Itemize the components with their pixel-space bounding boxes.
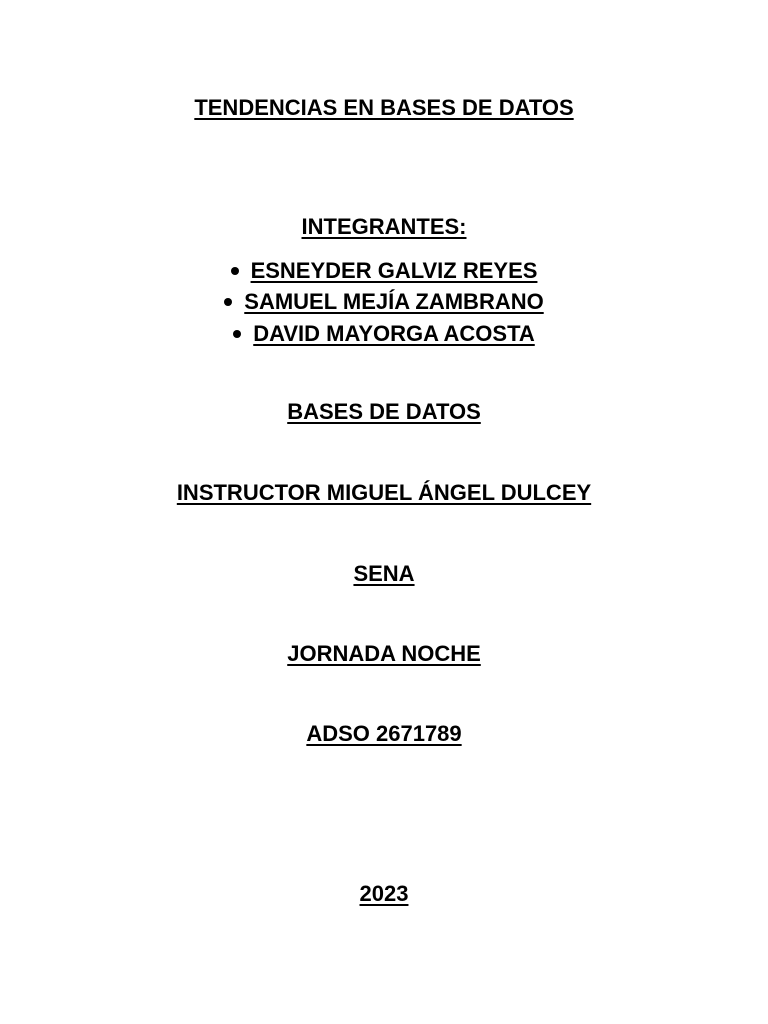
list-item [0,255,768,287]
member-name: DAVID MAYORGA ACOSTA [253,320,535,346]
list-item [0,318,768,350]
members-list [0,255,768,350]
program-code: ADSO 2671789 [306,721,462,746]
schedule-label: JORNADA NOCHE [287,641,481,666]
member-name: ESNEYDER GALVIZ REYES [250,257,538,283]
institution-name: SENA [353,561,415,586]
member-name: SAMUEL MEJÍA ZAMBRANO [244,289,544,315]
bullet-icon [231,267,239,275]
instructor-name: INSTRUCTOR MIGUEL ÁNGEL DULCEY [176,480,592,505]
list-item [0,287,768,319]
document-year: 2023 [359,881,409,906]
bullet-icon [224,298,232,306]
document-title: TENDENCIAS EN BASES DE DATOS [194,95,574,120]
subject-name: BASES DE DATOS [287,399,481,424]
bullet-icon [233,330,241,338]
members-heading: INTEGRANTES: [301,214,467,239]
